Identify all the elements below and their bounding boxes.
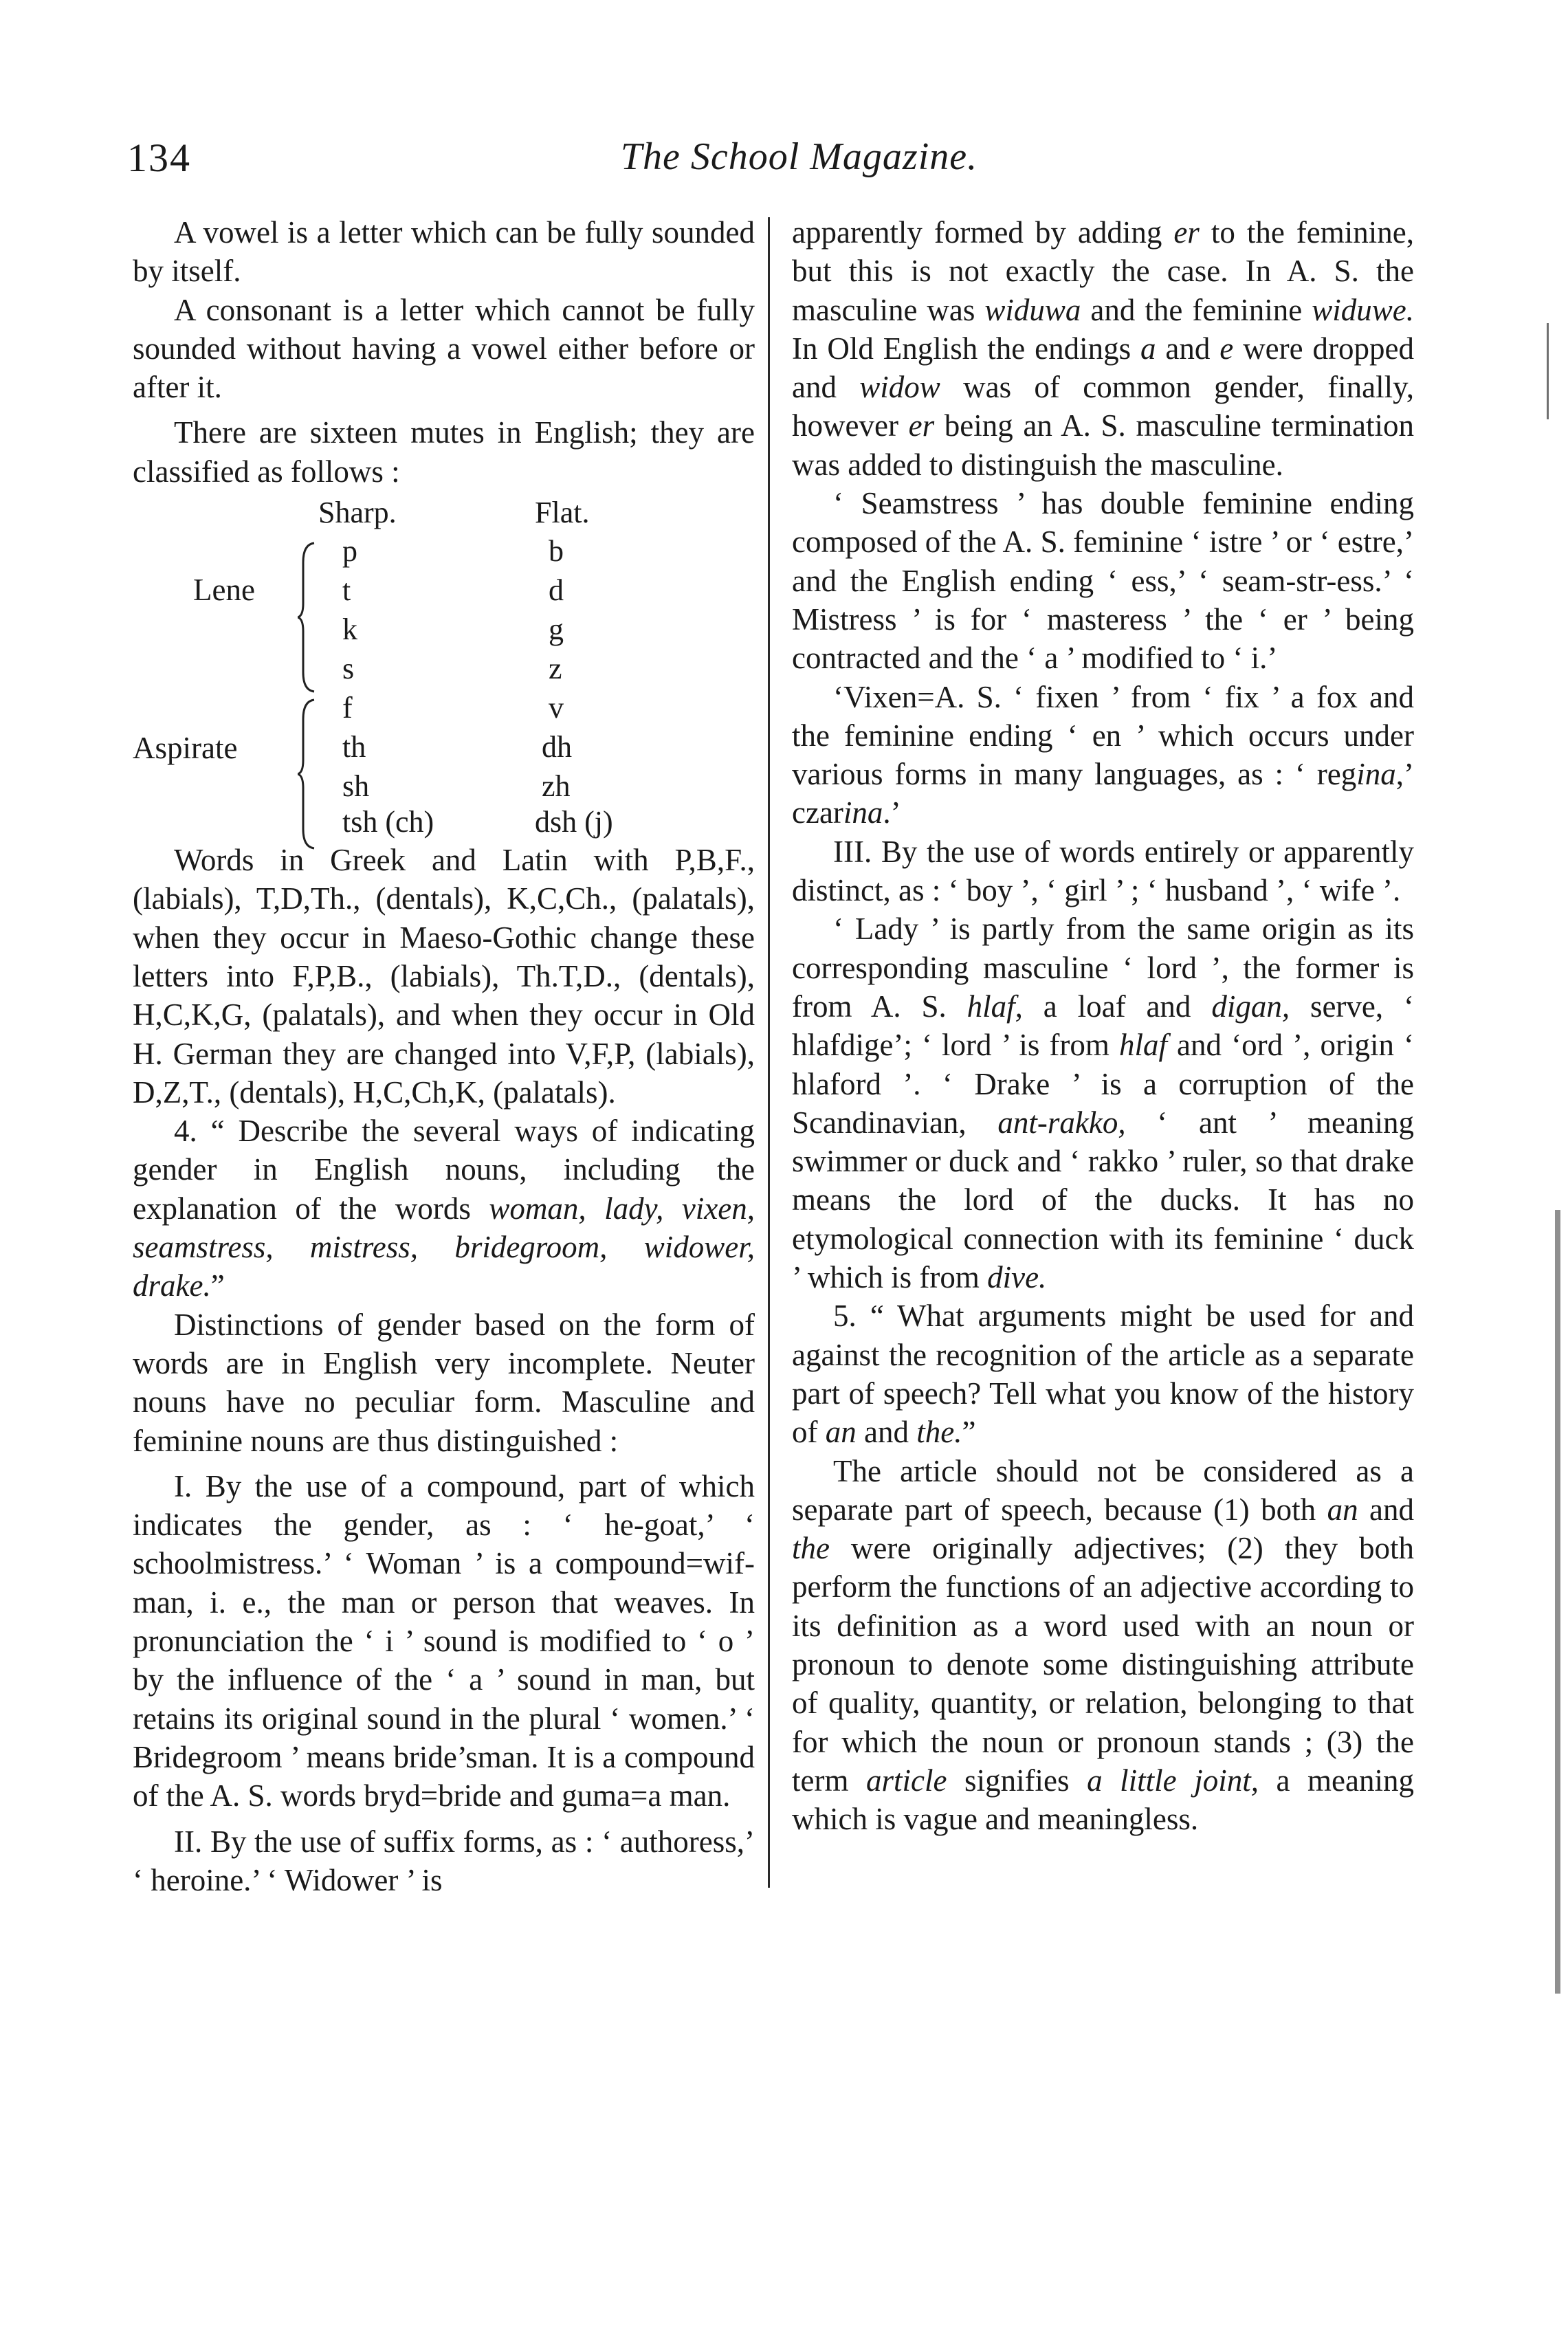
paragraph-article: The article should not be considered as a separate part of speech, because (1) both an and the were originally adjectives; (2) they both perform the functions of an adjective according to its definition as a word used with an noun or pronoun to denote some distinguishing attribute of quality, quantity, or relation, belonging to that for which the noun or pronoun stands ; (3) the term article signifies a little joint, a meaning which is vague and meaningless. [792,1453,1415,1837]
running-title: The School Magazine. [620,135,978,178]
paragraph-distinct-words: III. By the use of words entirely or apparently distinct, as : ‘ boy ’, ‘ girl ’ ; ‘ husband ’, ‘ wife ’. [792,834,1414,908]
group-lene: Lene [193,573,255,608]
question-4-words: woman, lady, vixen, seamstress, mistress, bridegroom, widower, drake. [133,1191,755,1303]
lene-sharp-t: t [342,573,351,608]
paragraph-suffix: II. By the use of suffix forms, as : ‘ authoress,’ ‘ heroine.’ ‘ Widower ’ is [133,1824,755,1897]
aspirate-flat-dh: dh [542,730,572,764]
aspirate-flat-v: v [549,691,564,725]
aspirate-flat-dsh: dsh (j) [535,805,613,839]
aspirate-sharp-tsh: tsh (ch) [342,805,434,839]
lene-flat-z: z [549,652,562,686]
scan-edge-mark [1547,323,1549,419]
right-column [792,213,1414,1838]
left-column [133,213,755,1899]
aspirate-brace [298,698,316,850]
lene-flat-b: b [549,534,564,569]
paragraph-distinctions: Distinctions of gender based on the form of words are in English very incomplete. Neuter nouns have no peculiar form. Masculine and feminine nouns are thus distinguished : [133,1307,755,1458]
paragraph-vixen: ‘Vixen=A. S. ‘ fixen ’ from ‘ fix ’ a fox and the feminine ending ‘ en ’ which occurs under various forms in many languages, as : ‘ regina,’ czarina.’ [792,679,1414,830]
lene-sharp-s: s [342,652,355,686]
lene-brace [298,542,316,693]
page-number: 134 [127,135,191,180]
paragraph-seamstress: ‘ Seamstress ’ has double feminine ending composed of the A. S. feminine ‘ istre ’ or ‘ estre,’ and the English ending ‘ ess,’ ‘ seam-str-ess.’ ‘ Mistress ’ is for ‘ masteress ’ the ‘ er ’ being contracted and the ‘ a ’ modified to ‘ i.’ [792,486,1414,676]
paragraph-vowel: A vowel is a letter which can be fully sounded by itself. [133,215,755,289]
question-4: 4. “ Describe the several ways of indicating gender in English nouns, including the explanation of the words woman, lady, vixen, seamstress, mistress, bridegroom, widower, drake.” [133,1114,755,1303]
mutes-table [133,494,755,841]
aspirate-flat-zh: zh [542,769,571,804]
paragraph-lady: ‘ Lady ’ is partly from the same origin as its corresponding masculine ‘ lord ’, the former is from A. S. hlaf, a loaf and digan, serve, ‘ hlafdige’; ‘ lord ’ is from hlaf and ‘ord ’, origin ‘ hlaford ’. ‘ Drake ’ is a corruption of the Scandinavian, ant-rakko, ‘ ant ’ meaning swimmer or duck and ‘ rakko ’ ruler, so that drake means the lord of the ducks. It has no etymological connection with its feminine ‘ duck ’ which is from dive. [792,912,1415,1295]
lene-sharp-p: p [342,534,357,569]
header-sharp: Sharp. [318,496,397,530]
scan-edge-shadow [1555,1210,1560,1994]
paragraph-widower: apparently formed by adding er to the feminine, but this is not exactly the case. In A. S. the masculine was widuwa and the feminine widuwe. In Old English the endings a and e were dropped and widow was of common gender, finally, however er being an A. S. masculine termination was added to distinguish the masculine. [792,215,1415,482]
aspirate-sharp-th: th [342,730,366,764]
aspirate-sharp-f: f [342,691,353,725]
lene-sharp-k: k [342,613,357,647]
group-aspirate: Aspirate [133,731,238,766]
aspirate-sharp-sh: sh [342,769,370,804]
lene-flat-g: g [549,613,564,647]
column-divider [768,217,770,1888]
paragraph-compound: I. By the use of a compound, part of which indicates the gender, as : ‘ he-goat,’ ‘ schoolmistress.’ ‘ Woman ’ is a compound=wif-man, i. e., the man or person that weaves. In pronunciation the ‘ i ’ sound is modified to ‘ o ’ by the influence of the ‘ a ’ sound in man, but retains its original sound in the plural ‘ women.’ ‘ Bridegroom ’ means bride’sman. It is a compound of the A. S. words bryd=bride and guma=a man. [133,1468,755,1813]
paragraph-greek-latin: Words in Greek and Latin with P,B,F., (labials), T,D,Th., (dentals), K,C,Ch., (palatals), when they occur in Maeso-Gothic change these letters into F,P,B., (labials), Th.T,D., (dentals), H,C,K,G, (palatals), and when they occur in Old H. German they are changed into V,F,P, (labials), D,Z,T., (dentals), H,C,Ch,K, (palatals). [133,843,755,1110]
paragraph-mutes-intro: There are sixteen mutes in English; they are classified as follows : [133,415,755,489]
page-header [127,135,1471,197]
question-5: 5. “ What arguments might be used for and against the recognition of the article as a separate part of speech? Tell what you know of the history of an and the.” [792,1299,1414,1450]
lene-flat-d: d [549,573,564,608]
paragraph-consonant: A consonant is a letter which cannot be fully sounded without having a vowel either before or after it. [133,292,755,405]
header-flat: Flat. [535,496,590,530]
